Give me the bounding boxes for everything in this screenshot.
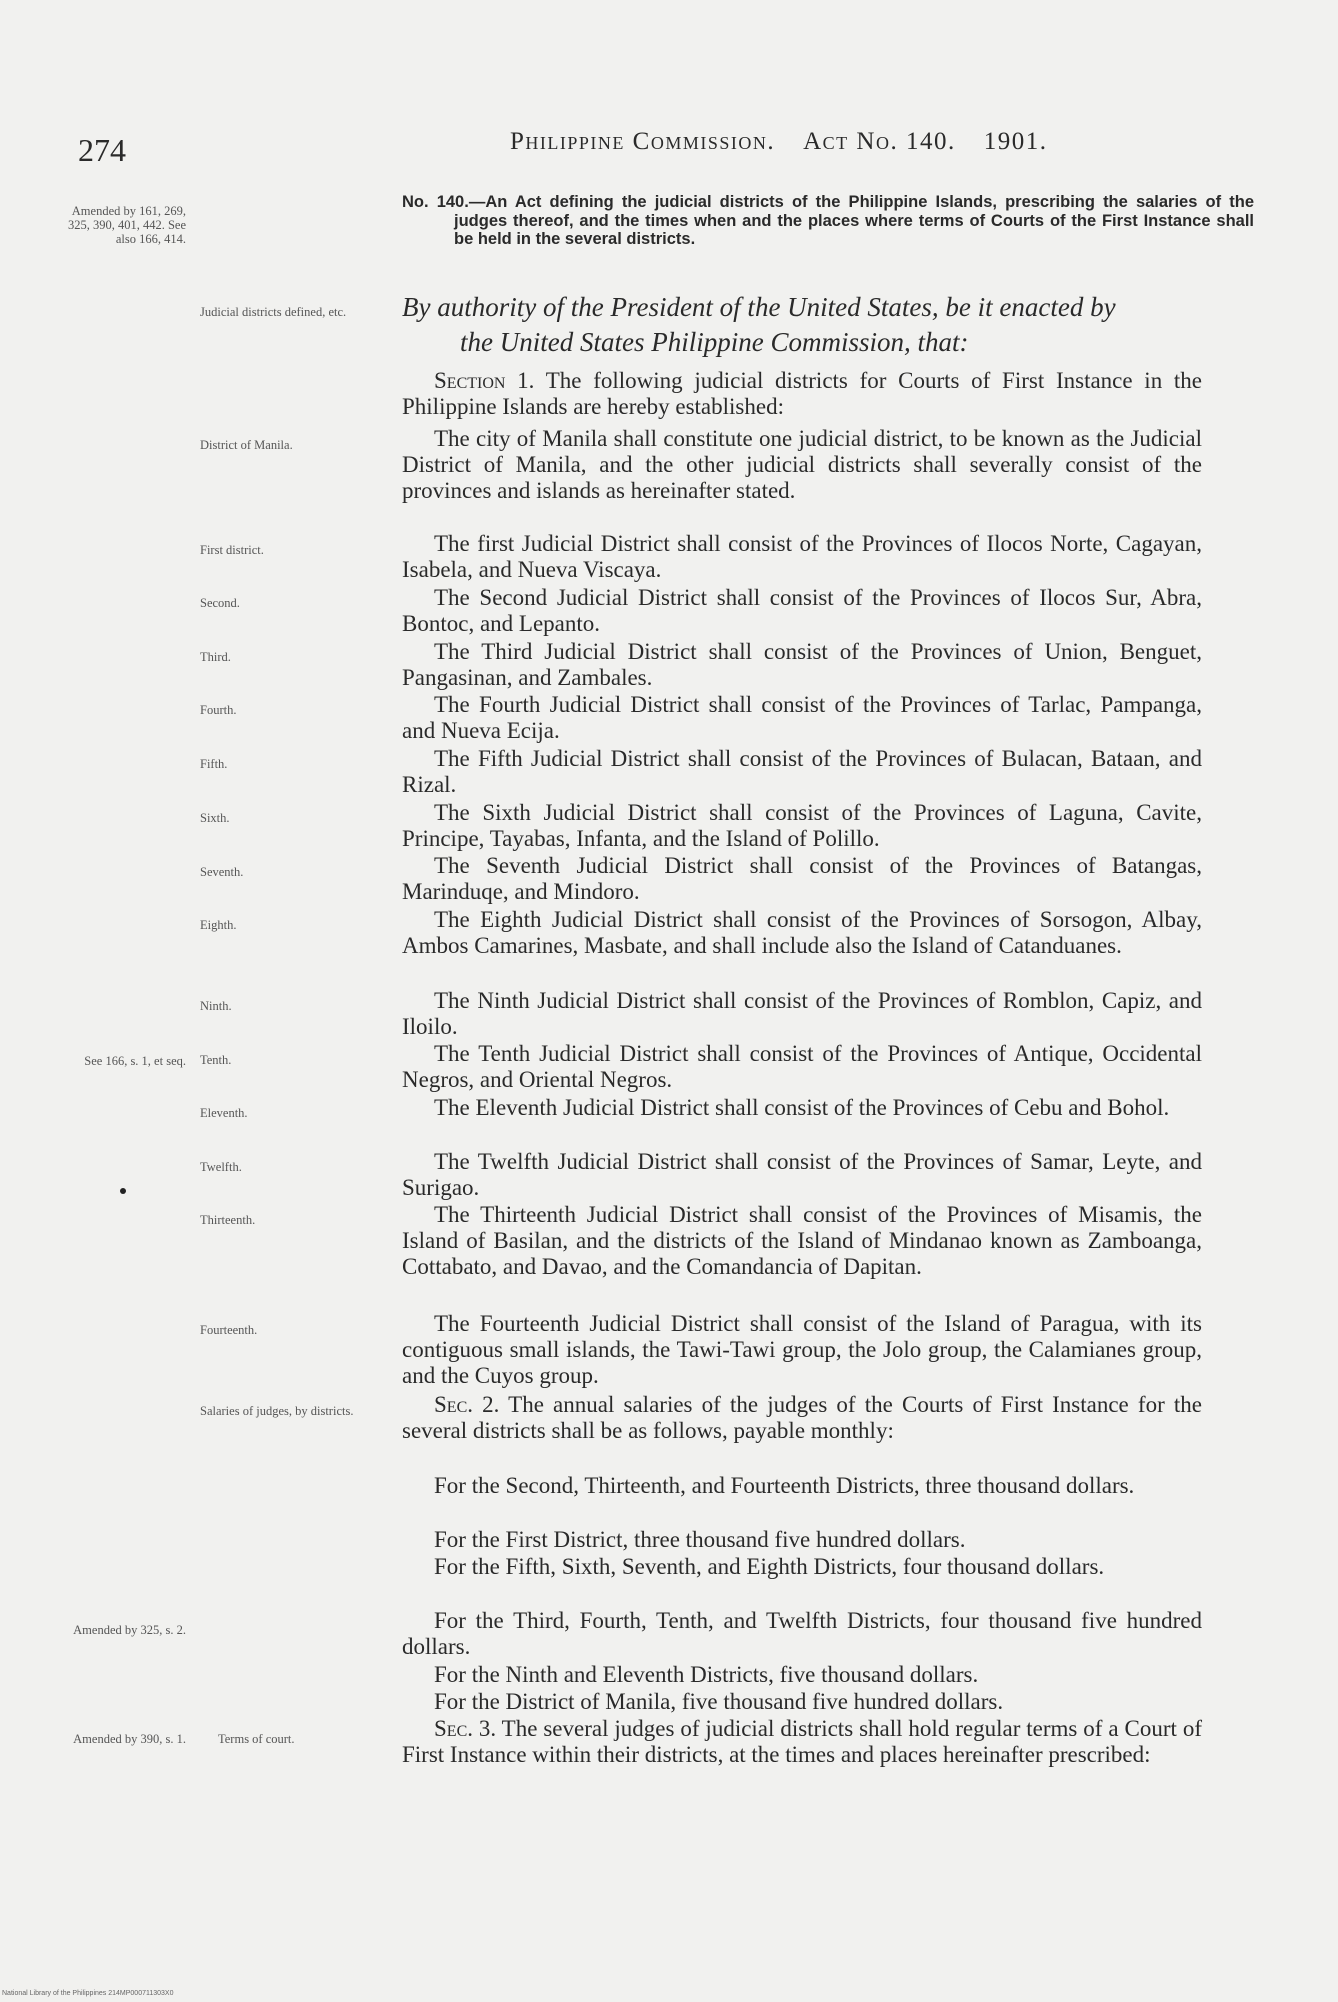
side-note-thirteenth: Thirteenth.	[200, 1213, 256, 1227]
paragraph-fifth-district: The Fifth Judicial District shall consist of the Provinces of Bulacan, Bataan, and Rizal.	[402, 746, 1202, 797]
paragraph-third-district: The Third Judicial District shall consist of the Provinces of Union, Benguet, Pangasinan, and Zambales.	[402, 639, 1202, 690]
paragraph-eleventh-district: The Eleventh Judicial District shall consist of the Provinces of Cebu and Bohol.	[434, 1095, 1170, 1120]
act-title: No. 140.—An Act defining the judicial districts of the Philippine Islands, prescribing the salaries of the judges thereof, and the times when and the places where terms of Courts of the First Instance shall be held in the several districts.	[402, 193, 1254, 248]
side-note-second: Second.	[200, 596, 240, 610]
paragraph-section-2	[402, 1392, 1202, 1444]
paragraph-thirteenth-district: The Thirteenth Judicial District shall consist of the Provinces of Misamis, the Island of Basilan, and the districts of the Island of Mindanao known as Zamboanga, Cottabato, and Davao, and the Comandancia of Dapitan.	[402, 1202, 1202, 1279]
side-note-third: Third.	[200, 650, 231, 664]
side-note-eighth: Eighth.	[200, 918, 237, 932]
footer-text: National Library of the Philippines 214MP000711303X0	[2, 1990, 174, 1997]
paragraph-section-3	[402, 1716, 1202, 1768]
stray-dot	[120, 1188, 126, 1194]
side-note-terms: Terms of court.	[218, 1732, 295, 1746]
margin-note-amended: Amended by 161, 269, 325, 390, 401, 442. See also 166, 414.	[67, 204, 186, 246]
section-lead: Section 1.	[434, 368, 535, 393]
side-note-sixth: Sixth.	[200, 811, 230, 825]
side-note-judicial-districts: Judicial districts defined, etc.	[200, 305, 347, 319]
running-head	[510, 128, 1047, 156]
paragraph-manila: The city of Manila shall constitute one judicial district, to be known as the Judicial District of Manila, and the other judicial districts shall severally consist of the provinces and islands as hereinafter stated.	[402, 426, 1202, 503]
side-note-salaries: Salaries of judges, by districts.	[200, 1404, 354, 1418]
running-head-year: 1901.	[983, 128, 1048, 155]
paragraph-text: The several judges of judicial districts shall hold regular terms of a Court of First Instance within their districts, at the times and places hereinafter prescribed:	[402, 1716, 1202, 1767]
side-note-seventh: Seventh.	[200, 865, 244, 879]
paragraph-salary-first: For the First District, three thousand five hundred dollars.	[434, 1527, 966, 1552]
side-note-eleventh: Eleventh.	[200, 1106, 248, 1120]
side-note-fourteenth: Fourteenth.	[200, 1323, 258, 1337]
paragraph-salary-second: For the Second, Thirteenth, and Fourteenth Districts, three thousand dollars.	[434, 1473, 1135, 1498]
side-note-tenth: Tenth.	[200, 1053, 232, 1067]
paragraph-first-district: The first Judicial District shall consist of the Provinces of Ilocos Norte, Cagayan, Isabela, and Nueva Viscaya.	[402, 531, 1202, 582]
side-note-ninth: Ninth.	[200, 999, 232, 1013]
enacting-line-1: By authority of the President of the United States, be it enacted by	[402, 292, 1116, 322]
enacting-line-2: the United States Philippine Commission, that:	[460, 327, 969, 357]
side-note-first: First district.	[200, 543, 264, 557]
paragraph-sixth-district: The Sixth Judicial District shall consist of the Provinces of Laguna, Cavite, Principe, Tayabas, Infanta, and the Island of Polillo.	[402, 800, 1202, 851]
paragraph-section-1	[402, 368, 1202, 420]
paragraph-salary-fifth: For the Fifth, Sixth, Seventh, and Eighth Districts, four thousand dollars.	[434, 1554, 1105, 1579]
paragraph-tenth-district: The Tenth Judicial District shall consist of the Provinces of Antique, Occidental Negros, and Oriental Negros.	[402, 1041, 1202, 1092]
paragraph-salary-manila: For the District of Manila, five thousand five hundred dollars.	[434, 1689, 1004, 1714]
page-number: 274	[78, 132, 126, 168]
paragraph-salary-third: For the Third, Fourth, Tenth, and Twelfth Districts, four thousand five hundred dollars.	[402, 1608, 1202, 1659]
running-head-title: Philippine Commission.	[510, 128, 776, 155]
margin-note-amended-325: Amended by 325, s. 2.	[73, 1623, 186, 1637]
side-note-fifth: Fifth.	[200, 757, 228, 771]
paragraph-ninth-district: The Ninth Judicial District shall consist of the Provinces of Romblon, Capiz, and Iloilo.	[402, 988, 1202, 1039]
section-lead: Sec. 3.	[434, 1716, 497, 1741]
side-note-fourth: Fourth.	[200, 703, 237, 717]
margin-note-amended-390: Amended by 390, s. 1.	[73, 1732, 186, 1746]
paragraph-eighth-district: The Eighth Judicial District shall consist of the Provinces of Sorsogon, Albay, Ambos Camarines, Masbate, and shall include also the Island of Catanduanes.	[402, 907, 1202, 958]
paragraph-text: The annual salaries of the judges of the Courts of First Instance for the several districts shall be as follows, payable monthly:	[402, 1392, 1202, 1443]
paragraph-twelfth-district: The Twelfth Judicial District shall consist of the Provinces of Samar, Leyte, and Surigao.	[402, 1149, 1202, 1200]
paragraph-seventh-district: The Seventh Judicial District shall consist of the Provinces of Batangas, Marinduqe, and Mindoro.	[402, 853, 1202, 904]
paragraph-fourteenth-district: The Fourteenth Judicial District shall consist of the Island of Paragua, with its contiguous small islands, the Tawi-Tawi group, the Jolo group, the Calamianes group, and the Cuyos group.	[402, 1311, 1202, 1388]
margin-note-see: See 166, s. 1, et seq.	[84, 1054, 186, 1068]
section-lead: Sec. 2.	[434, 1392, 500, 1417]
side-note-twelfth: Twelfth.	[200, 1160, 242, 1174]
paragraph-second-district: The Second Judicial District shall consist of the Provinces of Ilocos Sur, Abra, Bontoc, and Lepanto.	[402, 585, 1202, 636]
paragraph-salary-ninth: For the Ninth and Eleventh Districts, five thousand dollars.	[434, 1662, 979, 1687]
enacting-clause	[402, 290, 1202, 360]
side-note-manila: District of Manila.	[200, 438, 293, 452]
paragraph-fourth-district: The Fourth Judicial District shall consist of the Provinces of Tarlac, Pampanga, and Nueva Ecija.	[402, 692, 1202, 743]
paragraph-text: The following judicial districts for Courts of First Instance in the Philippine Islands are hereby established:	[402, 368, 1203, 419]
running-head-act: Act No. 140.	[803, 128, 956, 155]
